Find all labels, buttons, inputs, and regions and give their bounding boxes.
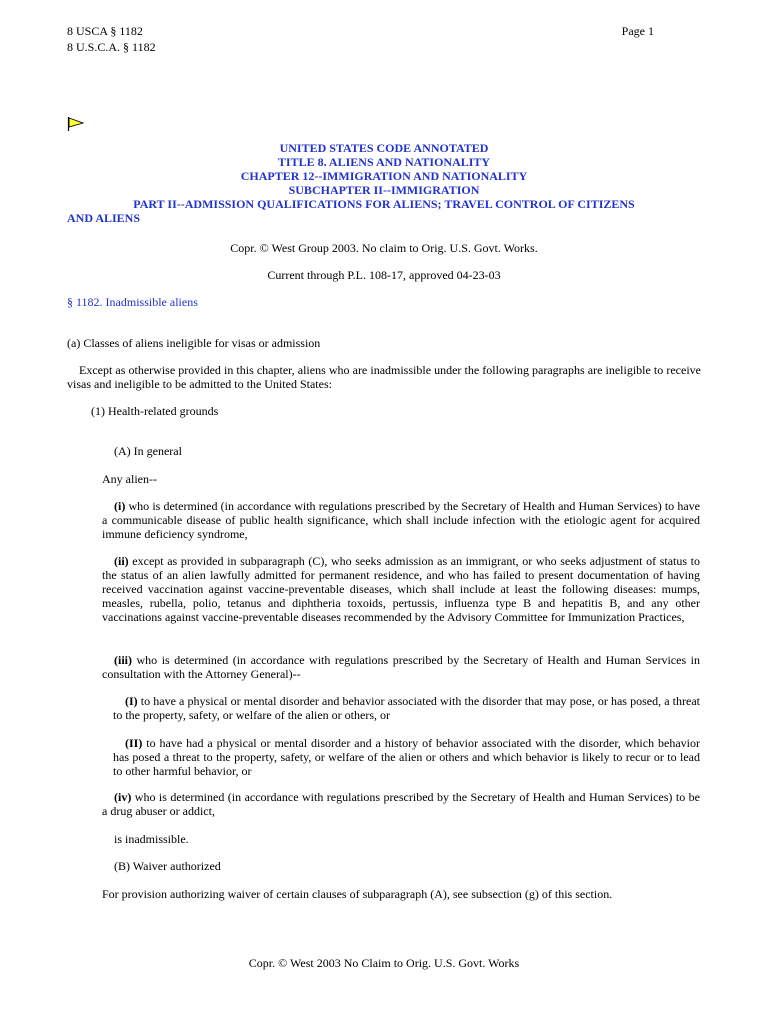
heading-subchapter: SUBCHAPTER II--IMMIGRATION — [288, 183, 480, 197]
subclause-II-label: (II) — [125, 736, 143, 750]
heading-part-continued: AND ALIENS — [67, 211, 141, 225]
clause-iv — [102, 790, 700, 818]
subparagraph-b-heading: (B) Waiver authorized — [114, 859, 221, 873]
clause-iv-text: who is determined (in accordance with regulations prescribed by the Secretary of Health and Human Services) to be a drug abuser or addict, — [102, 790, 700, 818]
clause-ii — [102, 554, 700, 624]
heading-chapter: CHAPTER 12--IMMIGRATION AND NATIONALITY — [240, 169, 528, 183]
citation-usca-alt: 8 U.S.C.A. § 1182 — [67, 40, 156, 54]
document-heading — [67, 141, 701, 225]
heading-code-title: UNITED STATES CODE ANNOTATED — [279, 141, 489, 155]
subclause-II-text: to have had a physical or mental disorder and a history of behavior associated with the disorder, which behavior has posed a threat to the property, safety, or welfare of the alien or others and which behavior is likely to recur or to lead to other harmful behavior, or — [113, 736, 700, 778]
flag-icon[interactable] — [67, 116, 85, 135]
clause-i-text: who is determined (in accordance with regulations prescribed by the Secretary of Health and Human Services) to have a communicable disease of public health significance, which shall include infection with the etiologic agent for acquired immune deficiency syndrome, — [102, 499, 700, 541]
clause-iii-text: who is determined (in accordance with regulations prescribed by the Secretary of Health and Human Services in consultation with the Attorney General)-- — [102, 653, 700, 681]
subsection-a-intro: Except as otherwise provided in this chapter, aliens who are inadmissible under the following paragraphs are ineligible to receive visas and ineligible to be admitted to the United States: — [67, 363, 701, 391]
clause-iv-label: (iv) — [114, 790, 132, 804]
heading-part: PART II--ADMISSION QUALIFICATIONS FOR ALIENS; TRAVEL CONTROL OF CITIZENS — [133, 197, 635, 211]
heading-title: TITLE 8. ALIENS AND NATIONALITY — [277, 155, 491, 169]
subclause-II — [113, 736, 700, 778]
currency-notice: Current through P.L. 108-17, approved 04-23-03 — [267, 268, 501, 282]
section-title-link[interactable]: § 1182. Inadmissible aliens — [67, 295, 198, 309]
page-number: Page 1 — [621, 24, 654, 38]
citation-usca: 8 USCA § 1182 — [67, 24, 143, 38]
copyright-notice: Copr. © West Group 2003. No claim to Orig. U.S. Govt. Works. — [230, 241, 538, 255]
clause-ii-label: (ii) — [114, 554, 129, 568]
any-alien-text: Any alien-- — [102, 472, 157, 486]
subsection-a-heading: (a) Classes of aliens ineligible for visas or admission — [67, 336, 321, 350]
subparagraph-a-heading: (A) In general — [114, 444, 182, 458]
footer-copyright: Copr. © West 2003 No Claim to Orig. U.S. Govt. Works — [248, 956, 520, 970]
paragraph-1-heading: (1) Health-related grounds — [91, 404, 219, 418]
clause-i — [102, 499, 700, 541]
clause-ii-text: except as provided in subparagraph (C), who seeks admission as an immigrant, or who seeks adjustment of status to the status of an alien lawfully admitted for permanent residence, and who has failed to present documentation of having received vaccination against vaccine-preventable diseases, which shall include at least the following diseases: mumps, measles, rubella, polio, tetanus and diphtheria toxoids, pertussis, influenza type B and hepatitis B, and any other vaccinations against vaccine-preventable diseases recommended by the Advisory Committee for Immunization Practices, — [102, 554, 700, 624]
clause-iii — [102, 653, 700, 681]
is-inadmissible-text: is inadmissible. — [114, 832, 189, 846]
subparagraph-b-text: For provision authorizing waiver of certain clauses of subparagraph (A), see subsection (g) of this section. — [102, 887, 613, 901]
clause-iii-label: (iii) — [114, 653, 132, 667]
subclause-I-label: (I) — [125, 694, 138, 708]
clause-i-label: (i) — [114, 499, 126, 513]
subclause-I — [113, 694, 700, 722]
subclause-I-text: to have a physical or mental disorder and behavior associated with the disorder that may pose, or has posed, a threat to the property, safety, or welfare of the alien or others, or — [113, 694, 700, 722]
